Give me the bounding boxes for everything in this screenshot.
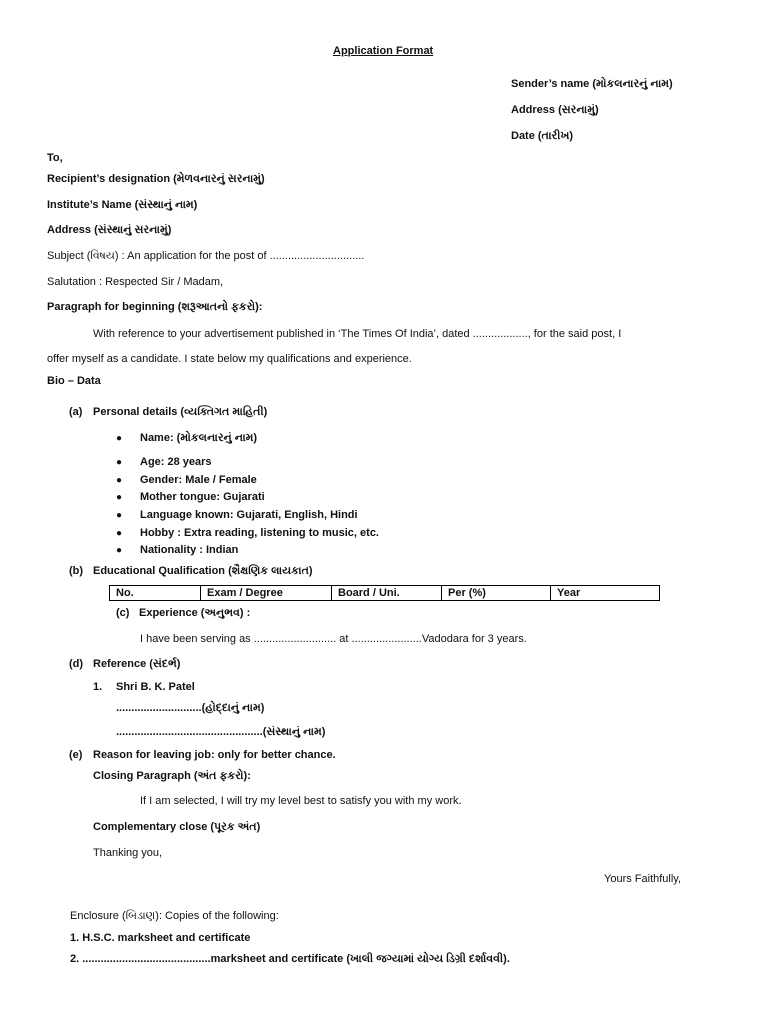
reference-designation: ............................(હોદ્દાનું નામ)	[116, 702, 265, 714]
personal-item: Age: 28 years	[140, 456, 212, 468]
bullet-icon: ●	[116, 475, 123, 486]
personal-item: Language known: Gujarati, English, Hindi	[140, 509, 358, 521]
complementary-close: Complementary close (પૂરક અંત)	[93, 821, 261, 833]
enclosure-item: 2. ..........................................marksheet and certificate (ખાલી જગ્યામાં યોગ્ય ડિગ્રી દર્શાવવી).	[70, 953, 510, 965]
bullet-icon: ●	[116, 528, 123, 539]
table-header-cell: Year	[551, 586, 660, 601]
section-c-label: (c)	[116, 607, 130, 619]
recipient-designation: Recipient’s designation (મેળવનારનું સરનામું)	[47, 173, 265, 185]
personal-item: Gender: Male / Female	[140, 474, 257, 486]
reason-text: Reason for leaving job: only for better chance.	[93, 749, 336, 761]
to-line: To,	[47, 152, 63, 164]
experience-text: I have been serving as ........................... at .......................Vadodara for 3 years.	[140, 633, 527, 645]
section-d-label: (d)	[69, 658, 84, 670]
sender-address: Address (સરનામું)	[511, 104, 599, 116]
reference-title: Reference (સંદર્ભ)	[93, 658, 181, 670]
enclosure-item: 1. H.S.C. marksheet and certificate	[70, 932, 251, 944]
bullet-icon: ●	[116, 492, 123, 503]
section-a-label: (a)	[69, 406, 83, 418]
personal-item: Hobby : Extra reading, listening to music, etc.	[140, 527, 379, 539]
experience-title: Experience (અનુભવ) :	[139, 607, 251, 619]
section-e-label: (e)	[69, 749, 83, 761]
table-header-cell: Exam / Degree	[201, 586, 332, 601]
reference-number: 1.	[93, 681, 103, 693]
institute-address: Address (સંસ્થાનું સરનામું)	[47, 224, 172, 236]
table-header-cell: No.	[110, 586, 201, 601]
thanking-line: Thanking you,	[93, 847, 163, 859]
closing-text: If I am selected, I will try my level best to satisfy you with my work.	[140, 795, 462, 807]
para-begin-label: Paragraph for beginning (શરૂઆતનો ફકરો):	[47, 301, 263, 313]
education-title: Educational Qualification (શૈક્ષણિક લાયકાત)	[93, 565, 313, 577]
personal-item: Mother tongue: Gujarati	[140, 491, 265, 503]
bullet-icon: ●	[116, 510, 123, 521]
sender-date: Date (તારીખ)	[511, 130, 574, 142]
bullet-icon: ●	[116, 457, 123, 468]
personal-details-title: Personal details (વ્યક્તિગત માહિતી)	[93, 406, 268, 418]
table-row	[110, 586, 660, 601]
sender-name: Sender’s name (મોકલનારનું નામ)	[511, 78, 673, 90]
para-begin-line1: With reference to your advertisement published in ‘The Times Of India’, dated .................., for the said post, I	[93, 328, 622, 340]
yours-faithfully: Yours Faithfully,	[604, 873, 682, 885]
enclosure-line: Enclosure (બિડાણ): Copies of the following:	[70, 910, 279, 922]
institute-name: Institute’s Name (સંસ્થાનું નામ)	[47, 199, 198, 211]
personal-item: Name: (મોકલનારનું નામ)	[140, 432, 258, 444]
table-header-cell: Per (%)	[442, 586, 551, 601]
bullet-icon: ●	[116, 433, 123, 444]
page-title: Application Format	[333, 45, 434, 57]
education-table	[109, 585, 660, 601]
para-begin-line2: offer myself as a candidate. I state below my qualifications and experience.	[47, 353, 412, 365]
reference-name: Shri B. K. Patel	[116, 681, 195, 693]
salutation-line: Salutation : Respected Sir / Madam,	[47, 276, 224, 288]
reference-institute: ................................................(સંસ્થાનું નામ)	[116, 726, 326, 738]
bullet-icon: ●	[116, 545, 123, 556]
personal-item: Nationality : Indian	[140, 544, 239, 556]
table-header-cell: Board / Uni.	[332, 586, 442, 601]
closing-label: Closing Paragraph (અંત ફકરો):	[93, 770, 251, 782]
section-b-label: (b)	[69, 565, 84, 577]
biodata-heading: Bio – Data	[47, 375, 101, 387]
subject-line: Subject (વિષય) : An application for the post of ...............................	[47, 250, 365, 262]
